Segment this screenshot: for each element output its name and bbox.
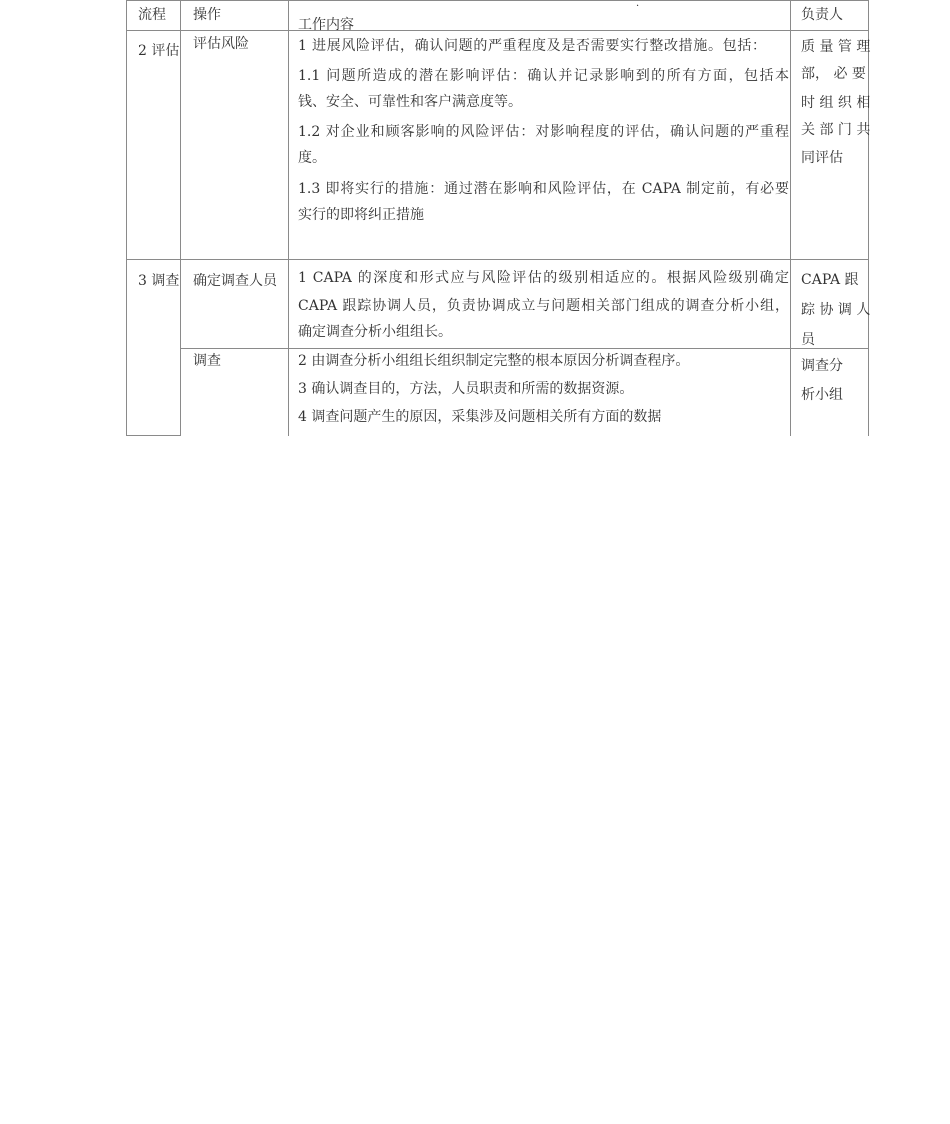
responsible-line: CAPA 跟 bbox=[801, 272, 859, 288]
table-left-border bbox=[126, 0, 127, 436]
content-line: 2 由调查分析小组组长组织制定完整的根本原因分析调查程序。 bbox=[298, 353, 690, 369]
column-divider bbox=[288, 0, 289, 436]
responsible-line: 关 部 门 共 bbox=[801, 122, 871, 138]
responsible-line: 质 量 管 理 bbox=[801, 39, 871, 55]
column-divider bbox=[180, 0, 181, 436]
responsible-line: 员 bbox=[801, 332, 815, 348]
row-flow-label: 2 评估 bbox=[138, 43, 180, 59]
row-operation-label: 调查 bbox=[193, 353, 221, 369]
flow-cell-bottom-border bbox=[126, 435, 181, 436]
row-operation-label: 确定调查人员 bbox=[193, 273, 277, 289]
responsible-line: 踪 协 调 人 bbox=[801, 302, 871, 318]
content-line: 4 调查问题产生的原因，采集涉及问题相关所有方面的数据 bbox=[298, 409, 662, 425]
row-divider bbox=[126, 259, 869, 260]
responsible-line: 调查分 bbox=[801, 358, 843, 374]
content-line: CAPA 跟踪协调人员，负责协调成立与问题相关部门组成的调查分析小组， bbox=[298, 298, 789, 314]
header-operation: 操作 bbox=[193, 7, 221, 23]
header-responsible: 负责人 bbox=[801, 7, 843, 23]
row-flow-label: 3 调查 bbox=[138, 273, 180, 289]
content-line: 3 确认调查目的，方法，人员职责和所需的数据资源。 bbox=[298, 381, 634, 397]
stray-mark: · bbox=[636, 1, 640, 12]
responsible-line: 时 组 织 相 bbox=[801, 95, 871, 111]
table-top-border bbox=[126, 0, 869, 1]
content-line: 1 进展风险评估，确认问题的严重程度及是否需要实行整改措施。包括： bbox=[298, 38, 766, 54]
content-line: 1.1 问题所造成的潜在影响评估：确认并记录影响到的所有方面，包括本 bbox=[298, 68, 789, 84]
content-line: 1.2 对企业和顾客影响的风险评估：对影响程度的评估，确认问题的严重程 bbox=[298, 124, 789, 140]
responsible-line: 同评估 bbox=[801, 150, 843, 166]
content-line: 实行的即将纠正措施 bbox=[298, 207, 424, 223]
content-line: 确定调查分析小组组长。 bbox=[298, 324, 452, 340]
row-operation-label: 评估风险 bbox=[193, 36, 249, 52]
content-line: 度。 bbox=[298, 150, 326, 166]
column-divider bbox=[790, 0, 791, 436]
responsible-line: 部， 必 要 bbox=[801, 66, 866, 82]
responsible-line: 析小组 bbox=[801, 387, 843, 403]
header-flow: 流程 bbox=[138, 7, 166, 23]
content-line: 1 CAPA 的深度和形式应与风险评估的级别相适应的。根据风险级别确定 bbox=[298, 270, 789, 286]
table-right-border bbox=[868, 0, 869, 436]
header-content: 工作内容 bbox=[298, 17, 354, 33]
content-line: 钱、安全、可靠性和客户满意度等。 bbox=[298, 94, 522, 110]
content-line: 1.3 即将实行的措施：通过潜在影响和风险评估，在 CAPA 制定前，有必要 bbox=[298, 181, 789, 197]
